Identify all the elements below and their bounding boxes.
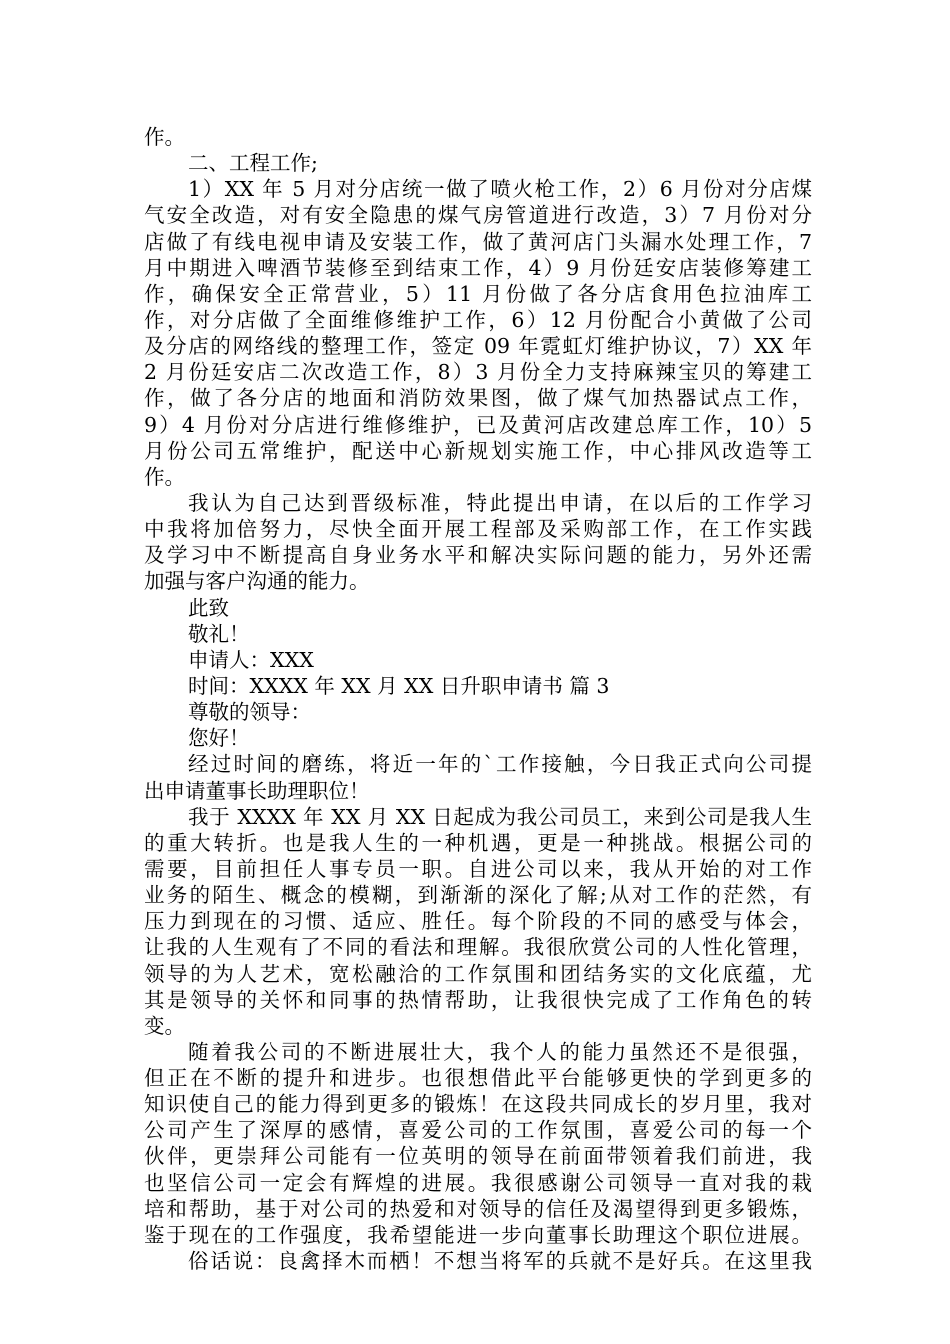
text-line: 的重大转折。也是我人生的一种机遇，更是一种挑战。根据公司的 [144, 830, 812, 855]
text-line: 我于 XXXX 年 XX 月 XX 日起成为我公司员工，来到公司是我人生 [188, 804, 812, 829]
text-line: 敬礼！ [188, 621, 250, 646]
text-line: 及分店的网络线的整理工作，签定 09 年霓虹灯维护协议，7）XX 年 [144, 334, 812, 359]
text-line: 此致 [188, 595, 229, 620]
text-line: 时间：XXXX 年 XX 月 XX 日升职申请书 篇 3 [188, 673, 610, 698]
text-line: 压力到现在的习惯、适应、胜任。每个阶段的不同的感受与体会， [144, 909, 812, 934]
text-line: 公司产生了深厚的感情，喜爱公司的工作氛围，喜爱公司的每一个 [144, 1118, 812, 1143]
text-line: 作，对分店做了全面维修维护工作，6）12 月份配合小黄做了公司 [144, 307, 812, 332]
text-line: 作，确保安全正常营业，5）11 月份做了各分店食用色拉油库工 [144, 281, 812, 306]
text-line: 作。 [144, 464, 185, 489]
text-line: 出申请董事长助理职位！ [144, 778, 370, 803]
text-line: 也坚信公司一定会有辉煌的进展。我很感谢公司领导一直对我的栽 [144, 1170, 812, 1195]
text-line: 加强与客户沟通的能力。 [144, 569, 370, 594]
text-line: 伙伴，更崇拜公司能有一位英明的领导在前面带领着我们前进，我 [144, 1144, 812, 1169]
text-line: 变。 [144, 1013, 185, 1038]
text-line: 让我的人生观有了不同的看法和理解。我很欣赏公司的人性化管理， [144, 935, 812, 960]
text-line: 店做了有线电视申请及安装工作，做了黄河店门头漏水处理工作，7 [144, 229, 812, 254]
text-line: 知识使自己的能力得到更多的锻炼！在这段共同成长的岁月里，我对 [144, 1092, 812, 1117]
text-line: 申请人：XXX [188, 647, 314, 672]
text-line: 鉴于现在的工作强度，我希望能进一步向董事长助理这个职位进展。 [144, 1222, 812, 1247]
text-line: 俗话说：良禽择木而栖！不想当将军的兵就不是好兵。在这里我 [188, 1249, 812, 1274]
text-line: 需要，目前担任人事专员一职。自进公司以来，我从开始的对工作 [144, 856, 812, 881]
text-line: 月份公司五常维护，配送中心新规划实施工作，中心排风改造等工 [144, 438, 812, 463]
text-line: 业务的陌生、概念的模糊，到渐渐的深化了解;从对工作的茫然，有 [144, 883, 812, 908]
text-line: 随着我公司的不断进展壮大，我个人的能力虽然还不是很强， [188, 1039, 812, 1064]
text-line: 作。 [144, 125, 185, 149]
text-line: 尊敬的领导： [188, 700, 311, 725]
text-line: 二、工程工作; [188, 151, 318, 176]
text-line: 培和帮助，基于对公司的热爱和对领导的信任及渴望得到更多锻炼， [144, 1196, 812, 1221]
text-line: 作，做了各分店的地面和消防效果图，做了煤气加热器试点工作， [144, 386, 812, 411]
text-line: 领导的为人艺术，宽松融洽的工作氛围和团结务实的文化底蕴，尤 [144, 961, 812, 986]
text-line: 9）4 月份对分店进行维修维护，已及黄河店改建总库工作，10）5 [144, 412, 812, 437]
text-line: 我认为自己达到晋级标准，特此提出申请，在以后的工作学习 [188, 490, 812, 515]
text-line: 2 月份廷安店二次改造工作，8）3 月份全力支持麻辣宝贝的筹建工 [144, 360, 812, 385]
text-line: 及学习中不断提高自身业务水平和解决实际问题的能力，另外还需 [144, 543, 812, 568]
text-line: 但正在不断的提升和进步。也很想借此平台能够更快的学到更多的 [144, 1066, 812, 1091]
text-line: 您好！ [188, 726, 250, 751]
document-body [144, 124, 812, 1274]
text-line: 其是领导的关怀和同事的热情帮助，让我很快完成了工作角色的转 [144, 987, 812, 1012]
text-line: 气安全改造，对有安全隐患的煤气房管道进行改造，3）7 月份对分 [144, 203, 812, 228]
text-line: 1）XX 年 5 月对分店统一做了喷火枪工作，2）6 月份对分店煤 [188, 177, 812, 202]
text-line: 中我将加倍努力，尽快全面开展工程部及采购部工作，在工作实践 [144, 517, 812, 542]
text-line: 月中期进入啤酒节装修至到结束工作，4）9 月份廷安店装修筹建工 [144, 255, 812, 280]
text-line: 经过时间的磨练，将近一年的`工作接触，今日我正式向公司提 [188, 752, 812, 777]
